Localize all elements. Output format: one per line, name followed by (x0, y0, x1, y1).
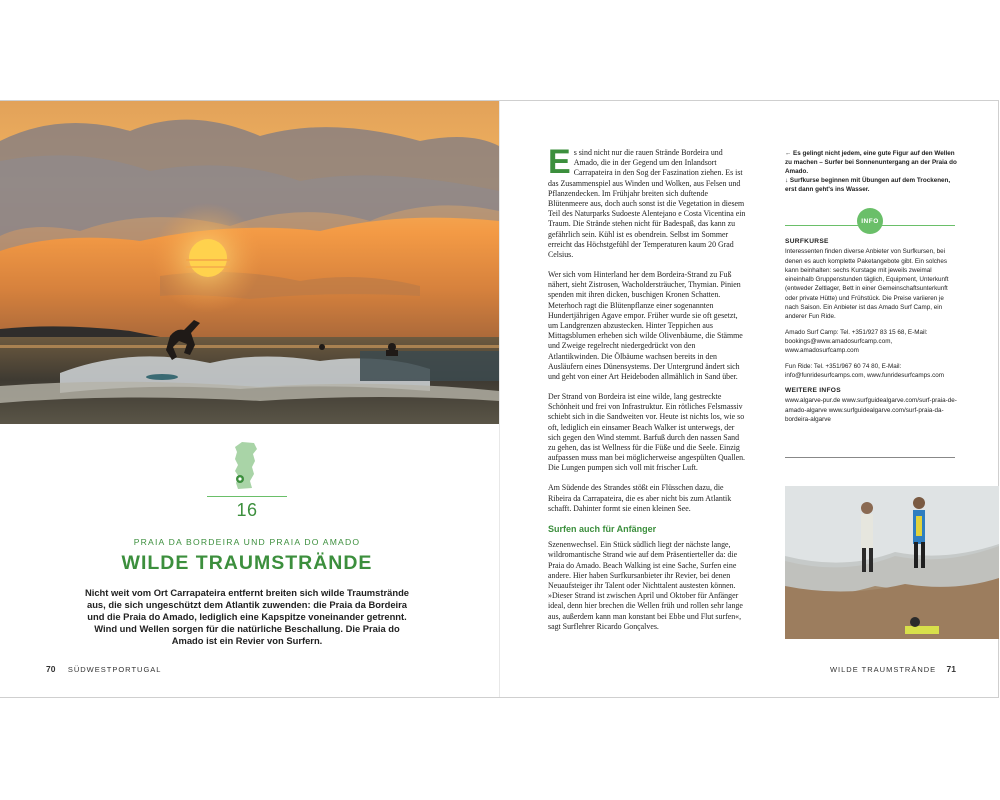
running-head-right: WILDE TRAUMSTRÄNDE (829, 665, 937, 674)
book-spread (0, 100, 999, 698)
caption-sunset: ← Es gelingt nicht jedem, eine gute Figur auf den Wellen zu machen – Surfer bei Sonnenuntergang an der Praia do Amado. (785, 150, 957, 175)
body-text-column (548, 143, 746, 642)
sunset-surf-photo (0, 101, 499, 424)
chapter-number-rule (207, 496, 287, 497)
running-head-left: SÜDWESTPORTUGAL (67, 665, 162, 674)
surfkurse-title: SURFKURSE (785, 238, 829, 245)
surf-lesson-photo (785, 486, 999, 639)
info-box (785, 237, 957, 430)
body-paragraph: Der Strand von Bordeira ist eine wilde, lang gestreckte Schönheit und frei von Infrastruktur. Ein rötliches Felsmassiv schiebt sich in die Sandweiten vor. Heute ist nichts los, wie so oft, lediglich ein einsamer Beach Walker ist unterwegs, der sich gegen den Wind stemmt. Barfuß durch den nassen Sand zu gehen, das ist Wellness für die Füße und die Seele. Einzig aufpassen muss man bei möglicherweise angespülten Quallen. Die Lungen pumpen sich voll mit frischer Luft. (548, 392, 745, 473)
body-paragraph: Es sind nicht nur die rauen Strände Bordeira und Amado, die in der Gegend um den Inlandsort Carrapateira in den Sog der Faszination ziehen. Es ist das Zusammenspiel aus Winden und Wolken, aus Felsen und Pflanzendecken. Im Frühjahr breiten sich duftende Blütenmeere aus, doch auch sonst ist die Vegetation in diesem Teil des Naturparks Sudoeste Alentejano e Costa Vicentina ein Traum. Die Strände stehen nicht für Badespaß, das kann zu gefährlich sein. Kühl ist es obendrein. Selbst im Sommer erreicht das Höchstgefühl der Temperaturen kaum 20 Grad Celsius. (548, 143, 746, 260)
info-bottom-rule (785, 457, 955, 458)
page-number-left: 70 (46, 664, 56, 674)
body-paragraph: Szenenwechsel. Ein Stück südlich liegt der nächste lange, wildromantische Strand wie auf dem Präsentierteller da: die Praia do Amado. Beach Walking ist eine Sache, Surfen eine andere. Hier haben Surfkursanbieter ihr Revier, bei denen Neuaufsteiger ihr Talent oder Nichttalent austesten können. »Dieser Strand ist zwischen April und Oktober für Anfänger ideal, denn hier brechen die Wellen früh und rollen sehr lange aus, außerdem kann man konstant bei Ebbe und Flut surfen«, sagt Surflehrer Ricardo Gonçalves. (548, 540, 743, 631)
folio-right (830, 664, 956, 674)
info-badge: INFO (857, 208, 883, 234)
body-paragraph: Wer sich vom Hinterland her dem Bordeira-Strand zu Fuß nähert, sieht Zistrosen, Wacholdersträucher, Thymian. Pinien spenden mit ihren dicken, buschigen Kronen Schatten. Meterhoch ragt die Blütenpflanze einer sogenannten Hundertjährigen Agave empor. Früher wurde sie oft gesetzt, um Landgrenzen abzustecken. Hinter Teppichen aus Mittagsblumen erheben sich wilde Olivenbäume, die Stämme und Zweige regelrecht niedergedrückt von den Atlantikwinden. Die Ölbäume wachsen bereits in den Ausläufern eines Dünensystems. Der Untergrund ändert sich und geht von einer Art Heideboden allmählich in Sand über. (548, 270, 743, 382)
photo-captions (785, 149, 960, 194)
section-subhead: Surfen auch für Anfänger (548, 523, 657, 534)
page-gutter (499, 101, 500, 697)
weitere-infos-title: WEITERE INFOS (785, 387, 841, 395)
chapter-number: 16 (236, 500, 258, 520)
folio-left (46, 664, 161, 674)
surfkurse-contact-funride: Fun Ride: Tel. +351/967 60 74 80, E-Mail: info@funridesurfcamps.com, www.funridesurfcamps.com (785, 362, 944, 379)
body-paragraph: Am Südende des Strandes stößt ein Flüsschen dazu, die Ribeira da Carrapateira, die es aber nicht bis zum Atlantik schafft. Dahinter formt sie einen kleinen See. (548, 483, 732, 513)
surfkurse-text: Interessenten finden diverse Anbieter von Surfkursen, bei denen es auch komplette Paketangebote gibt. Ein solches kann beinhalten: sechs Kurstage mit jeweils zweimal eineinhalb Gruppenstunden täglich, Equipment, Unterkunft (entweder Zeltlager, Bett in einer Gemeinschaftsunterkunft oder private Hütte) und Frühstück. Die Preise variieren je nach Saison. Ein Anbieter ist das Amado Surf Camp, ein anderer Fun Ride. (785, 248, 949, 321)
weitere-infos-links: www.algarve-pur.de www.surfguidealgarve.com/surf-praia-de-amado-algarve www.surfguidealgarve.com/surf-praia-da-bordeira-algarve (785, 397, 957, 424)
caption-surfcourse: ↓ Surfkurse beginnen mit Übungen auf dem Trockenen, erst dann geht's ins Wasser. (785, 177, 951, 193)
page-number-right: 71 (946, 664, 956, 674)
surfkurse-contact-amado: Amado Surf Camp: Tel. +351/927 83 15 68, E-Mail: bookings@www.amadosurfcamp.com, www.amadosurfcamp.com (785, 328, 928, 355)
dropcap: E (548, 143, 571, 181)
lead-paragraph: Nicht weit vom Ort Carrapateira entfernt breiten sich wilde Traumstrände aus, die sich ungeschützt dem Atlantik zuwenden: die Praia da Bordeira und die Praia do Amado, lediglich eine Kapspitze voneinander getrennt. Wind und Wellen sorgen für die natürliche Beschallung. Die Praia do Amado ist ein Revier von Surfern. (84, 587, 410, 646)
chapter-kicker: PRAIA DA BORDEIRA UND PRAIA DO AMADO (133, 537, 361, 547)
portugal-map-icon (228, 441, 264, 491)
chapter-headline: WILDE TRAUMSTRÄNDE (121, 552, 373, 574)
